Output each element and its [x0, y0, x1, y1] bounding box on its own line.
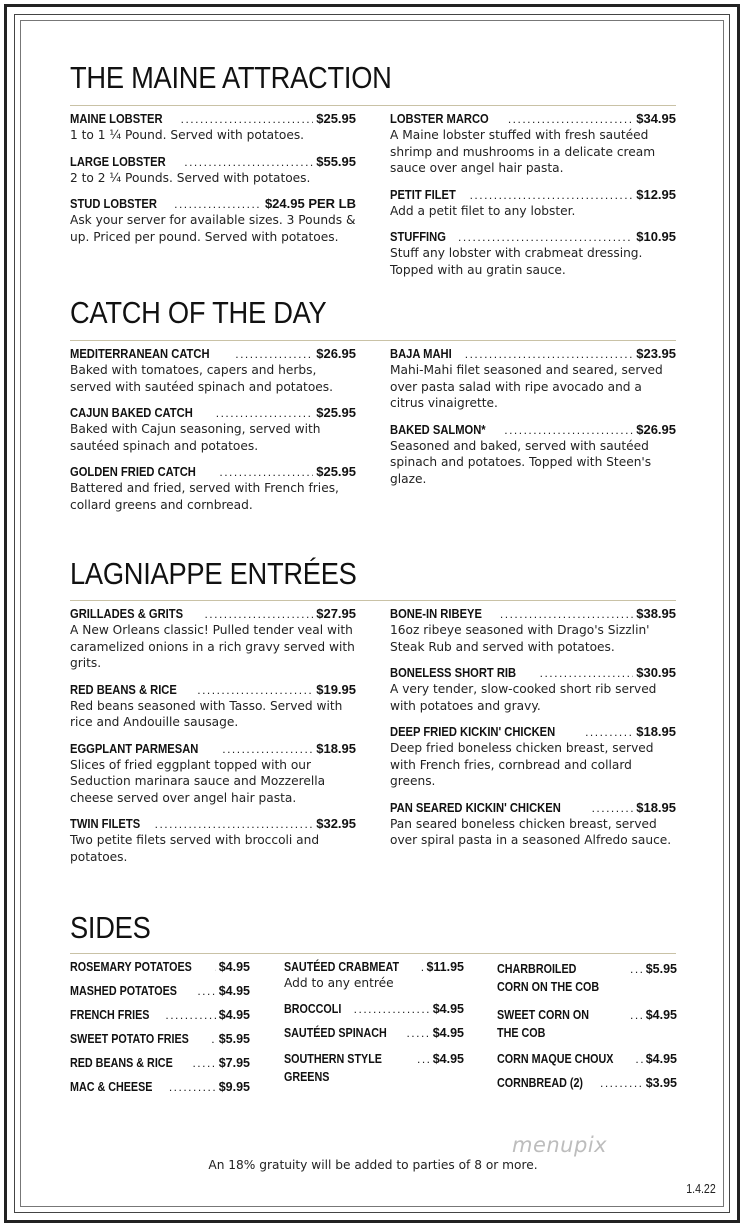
menu-item-price: $12.95	[636, 186, 676, 202]
menu-item-price: $25.95	[316, 111, 356, 126]
side-item-name: RED BEANS & RICE	[70, 1056, 173, 1070]
side-item-name: MAC & CHEESE	[70, 1080, 153, 1094]
section-title-sides: SIDES	[70, 910, 151, 945]
menu-item-header	[390, 346, 676, 361]
menu-item-description: 2 to 2 ¼ Pounds. Served with potatoes.	[70, 170, 311, 185]
side-item-price: $4.95	[645, 1008, 677, 1022]
menu-item-description: Stuff any lobster with crabmeat dressing. Topped with au gratin sauce.	[390, 246, 643, 277]
side-item-header	[497, 1076, 677, 1090]
menu-item-price: $38.95	[636, 606, 676, 621]
menu-item	[70, 464, 356, 513]
menu-item	[390, 229, 676, 278]
lagniappe-right-column	[390, 606, 676, 859]
side-item-name: BROCCOLI	[284, 1001, 342, 1016]
side-item-name: SAUTÉED SPINACH	[284, 1025, 387, 1040]
leader-dots	[540, 666, 634, 680]
menu-item	[70, 111, 356, 144]
menu-item-price: $19.95	[316, 681, 356, 697]
side-item-header	[497, 1006, 677, 1042]
leader-dots	[235, 347, 313, 361]
menu-item-price: $34.95	[636, 111, 676, 126]
menu-item-name: LARGE LOBSTER	[70, 153, 166, 169]
menu-item-description: A Maine lobster stuffed with fresh sautéed shrimp and mushrooms in a delicate cream sauce over angel hair pasta.	[390, 128, 656, 175]
side-item	[497, 1076, 677, 1090]
side-item	[497, 1006, 677, 1042]
maine-left-column	[70, 111, 356, 255]
side-item	[70, 1032, 250, 1046]
menu-item-description: Pan seared boneless chicken breast, served over spiral pasta in a seasoned Alfredo sauce.	[390, 816, 672, 847]
side-item	[70, 984, 250, 998]
leader-dots	[219, 465, 313, 479]
menu-item-price: $55.95	[316, 153, 356, 169]
side-item-price: $11.95	[426, 960, 464, 974]
menu-item	[70, 682, 356, 731]
menu-item-name: EGGPLANT PARMESAN	[70, 740, 199, 756]
menu-item-price: $27.95	[316, 606, 356, 621]
leader-dots	[635, 1052, 642, 1066]
menu-item-description: Red beans seasoned with Tasso. Served with rice and Andouille sausage.	[70, 698, 343, 729]
menu-item	[70, 405, 356, 454]
menu-item	[390, 422, 676, 488]
menu-item-price: $10.95	[636, 229, 676, 244]
menu-item	[70, 606, 356, 672]
side-item	[284, 960, 464, 992]
leader-dots	[169, 1080, 216, 1094]
side-item-name: FRENCH FRIES	[70, 1008, 150, 1022]
menu-item-name: MEDITERRANEAN CATCH	[70, 346, 210, 361]
menu-item-name: BONELESS SHORT RIB	[390, 665, 517, 680]
side-item-price: $4.95	[218, 960, 250, 974]
menu-item	[390, 187, 676, 220]
menu-item-description: Battered and fried, served with French fries, collard greens and cornbread.	[70, 481, 339, 512]
menu-item-description: Add a petit filet to any lobster.	[390, 203, 576, 218]
leader-dots	[204, 607, 313, 621]
section-rule	[70, 105, 676, 106]
leader-dots	[197, 984, 215, 998]
leader-dots	[216, 406, 313, 420]
menu-item-name: PETIT FILET	[390, 186, 456, 202]
side-item	[70, 960, 250, 974]
menu-item-name: LOBSTER MARCO	[390, 111, 489, 126]
menu-item-name: PAN SEARED KICKIN' CHICKEN	[390, 799, 561, 815]
side-item	[70, 1056, 250, 1070]
side-item-price: $4.95	[432, 1025, 464, 1040]
sides-column-2	[284, 960, 464, 1096]
leader-dots	[354, 1002, 430, 1016]
menu-item-header	[70, 741, 356, 756]
menu-item	[390, 606, 676, 655]
menu-item-name: BAKED SALMON*	[390, 421, 486, 437]
menu-item-price: $24.95 PER LB	[264, 196, 356, 211]
side-item-name: CORN MAQUE CHOUX	[497, 1052, 614, 1066]
menu-item-price: $30.95	[636, 665, 676, 680]
section-rule	[70, 600, 676, 601]
leader-dots	[592, 801, 634, 815]
menu-item-header	[70, 111, 356, 126]
menu-item-price: $18.95	[636, 799, 676, 815]
side-item-price: $4.95	[432, 1051, 464, 1066]
menu-item-description: 16oz ribeye seasoned with Drago's Sizzlin' Steak Rub and served with potatoes.	[390, 623, 650, 654]
side-item-header	[70, 1080, 250, 1094]
side-item	[70, 1008, 250, 1022]
menu-item-header	[390, 665, 676, 680]
leader-dots	[630, 962, 643, 976]
leader-dots	[470, 188, 634, 202]
menu-item-description: Baked with tomatoes, capers and herbs, served with sautéed spinach and potatoes.	[70, 363, 334, 394]
side-item	[284, 1002, 464, 1016]
side-item	[497, 960, 677, 996]
menu-item-name: MAINE LOBSTER	[70, 111, 163, 126]
side-item-price: $3.95	[645, 1076, 677, 1090]
leader-dots	[458, 230, 633, 244]
menu-item	[390, 111, 676, 177]
menu-item-price: $25.95	[316, 464, 356, 479]
side-item	[497, 1052, 677, 1066]
leader-dots	[421, 960, 424, 974]
menu-item-header	[390, 422, 676, 437]
side-item-header	[70, 1032, 250, 1046]
menu-item	[390, 724, 676, 790]
menu-item-header	[390, 724, 676, 739]
side-item-name: MASHED POTATOES	[70, 984, 177, 998]
menu-item-name: DEEP FRIED KICKIN' CHICKEN	[390, 724, 556, 739]
side-item-name: ROSEMARY POTATOES	[70, 960, 192, 974]
leader-dots	[197, 683, 313, 697]
leader-dots	[222, 742, 313, 756]
menu-item-price: $18.95	[636, 724, 676, 739]
leader-dots	[165, 1008, 215, 1022]
side-item-description: Add to any entrée	[284, 976, 394, 990]
menu-item-price: $18.95	[316, 740, 356, 756]
menu-item-description: Two petite filets served with broccoli and potatoes.	[70, 833, 320, 864]
menu-item-description: Deep fried boneless chicken breast, served with French fries, cornbread and collard greens.	[390, 741, 654, 788]
menu-item-description: 1 to 1 ¼ Pound. Served with potatoes.	[70, 128, 305, 142]
side-item-price: $4.95	[645, 1052, 677, 1066]
leader-dots	[211, 1032, 216, 1046]
lagniappe-left-column	[70, 606, 356, 875]
menu-item-price: $26.95	[636, 421, 676, 437]
gratuity-note: An 18% gratuity will be added to parties of 8 or more.	[208, 1158, 538, 1172]
menu-item-name: STUD LOBSTER	[70, 196, 157, 211]
menu-item-header	[390, 187, 676, 202]
side-item-name: SAUTÉED CRABMEAT	[284, 960, 400, 974]
leader-dots	[215, 960, 216, 974]
leader-dots	[174, 197, 262, 211]
menu-item-description: Seasoned and baked, served with sautéed spinach and potatoes. Topped with Steen's glaze.	[390, 438, 652, 486]
sides-column-3	[497, 960, 677, 1100]
catch-left-column	[70, 346, 356, 523]
menu-item-description: Baked with Cajun seasoning, served with sautéed spinach and potatoes.	[70, 422, 321, 453]
maine-right-column	[390, 111, 676, 288]
leader-dots	[465, 347, 633, 361]
side-item-header	[284, 960, 464, 974]
section-rule	[70, 953, 676, 954]
menu-item-description: Ask your server for available sizes. 3 Pounds & up. Priced per pound. Served with potatoes.	[70, 213, 356, 244]
menu-item	[70, 741, 356, 807]
section-title-catch: CATCH OF THE DAY	[70, 295, 327, 330]
side-item-price: $7.95	[218, 1056, 250, 1070]
side-item-header	[70, 1056, 250, 1070]
menu-item	[70, 196, 356, 245]
leader-dots	[184, 155, 313, 169]
menu-item-price: $32.95	[316, 816, 356, 831]
menu-item-header	[70, 154, 356, 169]
menu-item-header	[70, 196, 356, 211]
side-item-price: $4.95	[432, 1001, 464, 1016]
section-title-lagniappe: LAGNIAPPE ENTRÉES	[70, 556, 357, 591]
sides-column-1	[70, 960, 250, 1104]
menu-item-price: $26.95	[316, 346, 356, 361]
side-item-header	[497, 1052, 677, 1066]
leader-dots	[600, 1076, 643, 1090]
menu-item-header	[390, 229, 676, 244]
side-item	[70, 1080, 250, 1094]
menu-item-header	[70, 816, 356, 831]
side-item-price: $5.95	[645, 962, 677, 976]
leader-dots	[504, 423, 633, 437]
leader-dots	[406, 1026, 429, 1040]
watermark-logo: menupix	[512, 1133, 608, 1157]
menu-item-name: CAJUN BAKED CATCH	[70, 405, 193, 420]
side-item-name: CORNBREAD (2)	[497, 1076, 583, 1090]
menu-item-name: STUFFING	[390, 229, 446, 244]
menu-item-description: Mahi-Mahi filet seasoned and seared, served over pasta salad with ripe avocado and a citrus vinaigrette.	[390, 363, 663, 410]
menu-item-price: $23.95	[636, 346, 676, 361]
side-item-header	[70, 1008, 250, 1022]
menu-item-name: TWIN FILETS	[70, 816, 141, 831]
leader-dots	[417, 1052, 430, 1066]
menu-item-header	[70, 606, 356, 621]
side-item-price: $4.95	[218, 984, 250, 998]
date-code: 1.4.22	[686, 1182, 716, 1196]
side-item-name: SWEET POTATO FRIES	[70, 1032, 189, 1046]
side-item-header	[284, 1026, 464, 1040]
menu-item	[70, 346, 356, 395]
side-item-name: SWEET CORN ON THE COB	[497, 1008, 589, 1040]
catch-right-column	[390, 346, 676, 497]
leader-dots	[192, 1056, 215, 1070]
menu-item-name: BONE-IN RIBEYE	[390, 606, 482, 621]
menu-item	[390, 346, 676, 412]
side-item-header	[70, 960, 250, 974]
leader-dots	[508, 112, 633, 126]
side-item-name: SOUTHERN STYLE GREENS	[284, 1051, 382, 1084]
side-item-price: $9.95	[218, 1080, 250, 1094]
menu-item-name: GRILLADES & GRITS	[70, 606, 184, 621]
menu-item-header	[70, 682, 356, 697]
leader-dots	[585, 725, 633, 739]
menu-item	[70, 154, 356, 187]
leader-dots	[155, 817, 314, 831]
leader-dots	[500, 607, 633, 621]
menu-item	[70, 816, 356, 865]
menu-item-header	[390, 606, 676, 621]
menu-item-header	[70, 405, 356, 420]
side-item-header	[284, 1002, 464, 1016]
menu-item	[390, 665, 676, 714]
side-item	[284, 1026, 464, 1040]
menu-item-description: A New Orleans classic! Pulled tender veal with caramelized onions in a rich gravy served with grits.	[70, 623, 355, 670]
leader-dots	[630, 1008, 643, 1022]
menu-item-header	[390, 111, 676, 126]
menu-item-header	[390, 800, 676, 815]
side-item	[284, 1050, 464, 1086]
side-item-price: $4.95	[218, 1008, 250, 1022]
side-item-name: CHARBROILED CORN ON THE COB	[497, 962, 600, 994]
menu-item	[390, 800, 676, 849]
menu-item-name: RED BEANS & RICE	[70, 681, 177, 697]
menu-item-name: BAJA MAHI	[390, 346, 452, 361]
section-title-maine: THE MAINE ATTRACTION	[70, 60, 392, 95]
side-item-header	[70, 984, 250, 998]
menu-item-header	[70, 346, 356, 361]
menu-item-header	[70, 464, 356, 479]
section-rule	[70, 340, 676, 341]
menu-item-description: A very tender, slow-cooked short rib served with potatoes and gravy.	[390, 682, 657, 713]
menu-item-price: $25.95	[316, 405, 356, 420]
side-item-header	[497, 960, 677, 996]
side-item-price: $5.95	[218, 1032, 250, 1046]
leader-dots	[181, 112, 314, 126]
menu-item-description: Slices of fried eggplant topped with our Seduction marinara sauce and Mozzerella cheese served over angel hair pasta.	[70, 757, 326, 805]
menu-item-name: GOLDEN FRIED CATCH	[70, 464, 196, 479]
side-item-header	[284, 1050, 464, 1086]
